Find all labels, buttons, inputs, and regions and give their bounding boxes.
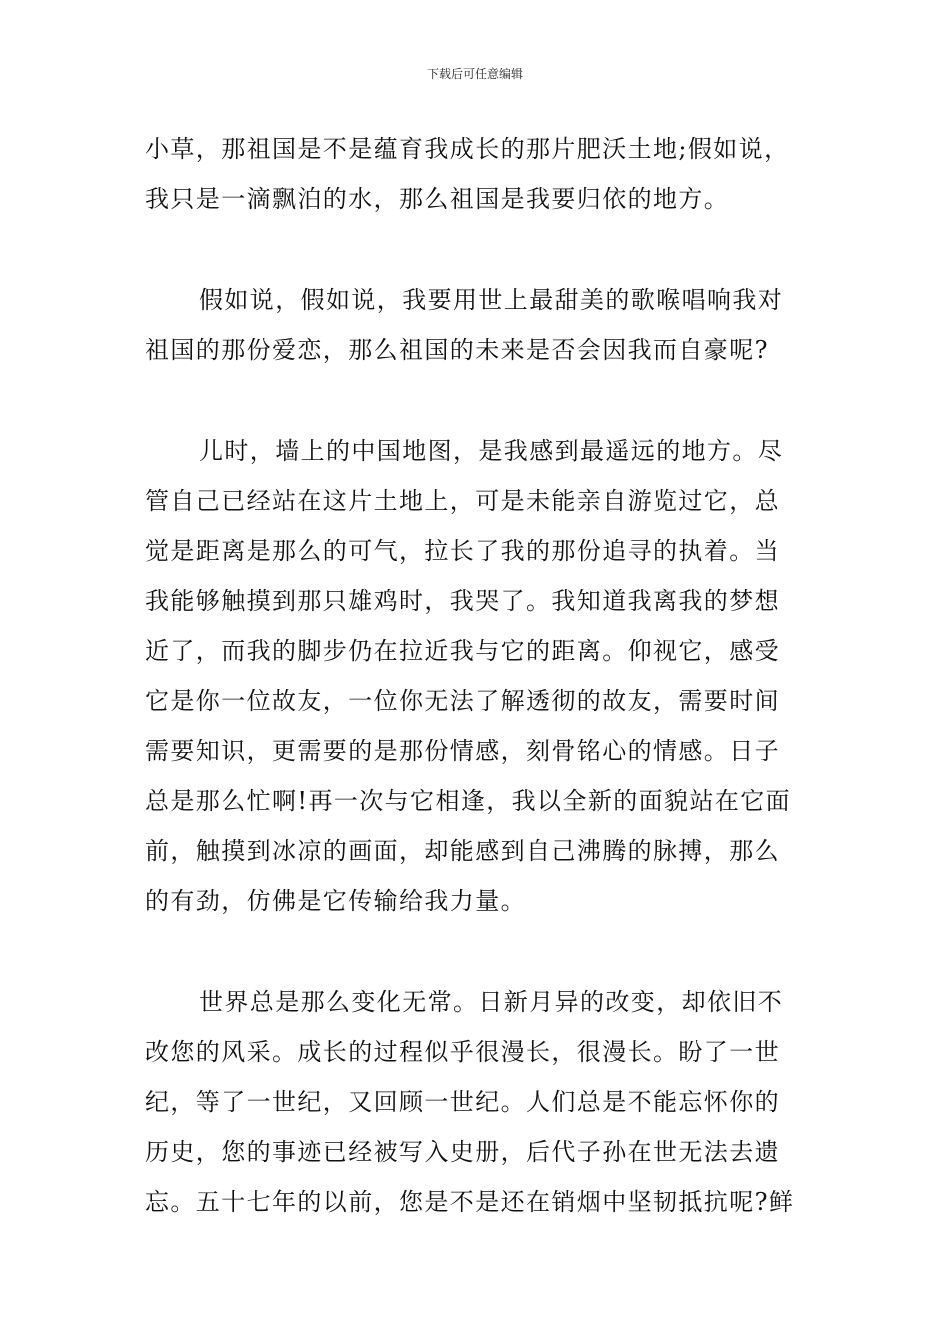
text-line: 我只是一滴飘泊的水，那么祖国是我要归依的地方。 bbox=[145, 185, 730, 213]
paragraph-1 bbox=[145, 124, 810, 224]
text-line: 儿时，墙上的中国地图，是我感到最遥远的地方。尽 bbox=[199, 437, 784, 465]
text-line: 世界总是那么变化无常。日新月异的改变，却依旧不 bbox=[199, 988, 784, 1016]
text-line: 近了，而我的脚步仍在拉近我与它的距离。仰视它，感受 bbox=[145, 637, 780, 665]
text-line: 小草，那祖国是不是蕴育我成长的那片肥沃土地;假如说， bbox=[145, 135, 790, 163]
text-line: 总是那么忙啊!再一次与它相逢，我以全新的面貌站在它面 bbox=[145, 787, 792, 815]
text-line: 它是你一位故友，一位你无法了解透彻的故友，需要时间 bbox=[145, 687, 780, 715]
paragraph-3 bbox=[145, 426, 810, 926]
text-line: 我能够触摸到那只雄鸡时，我哭了。我知道我离我的梦想 bbox=[145, 587, 780, 615]
text-line: 改您的风采。成长的过程似乎很漫长，很漫长。盼了一世 bbox=[145, 1038, 780, 1066]
text-line: 需要知识，更需要的是那份情感，刻骨铭心的情感。日子 bbox=[145, 737, 780, 765]
text-line: 纪，等了一世纪，又回顾一世纪。人们总是不能忘怀你的 bbox=[145, 1088, 780, 1116]
text-line: 管自己已经站在这片土地上，可是未能亲自游览过它，总 bbox=[145, 487, 780, 515]
text-line: 假如说，假如说，我要用世上最甜美的歌喉唱响我对 bbox=[199, 286, 784, 314]
page-header: 下载后可任意编辑 bbox=[426, 67, 523, 81]
paragraph-spacer bbox=[145, 375, 810, 426]
text-line: 历史，您的事迹已经被写入史册，后代子孙在世无法去遗 bbox=[145, 1138, 780, 1166]
text-line: 的有劲，仿佛是它传输给我力量。 bbox=[145, 887, 526, 915]
text-line: 祖国的那份爱恋，那么祖国的未来是否会因我而自豪呢? bbox=[145, 336, 769, 364]
text-line: 忘。五十七年的以前，您是不是还在销烟中坚韧抵抗呢?鲜 bbox=[145, 1188, 795, 1216]
text-line: 前，触摸到冰凉的画面，却能感到自己沸腾的脉搏，那么 bbox=[145, 837, 780, 865]
document-body bbox=[145, 124, 810, 1227]
paragraph-4 bbox=[145, 977, 810, 1227]
paragraph-2 bbox=[145, 275, 810, 375]
text-line: 觉是距离是那么的可气，拉长了我的那份追寻的执着。当 bbox=[145, 537, 780, 565]
paragraph-spacer bbox=[145, 926, 810, 977]
paragraph-spacer bbox=[145, 224, 810, 275]
